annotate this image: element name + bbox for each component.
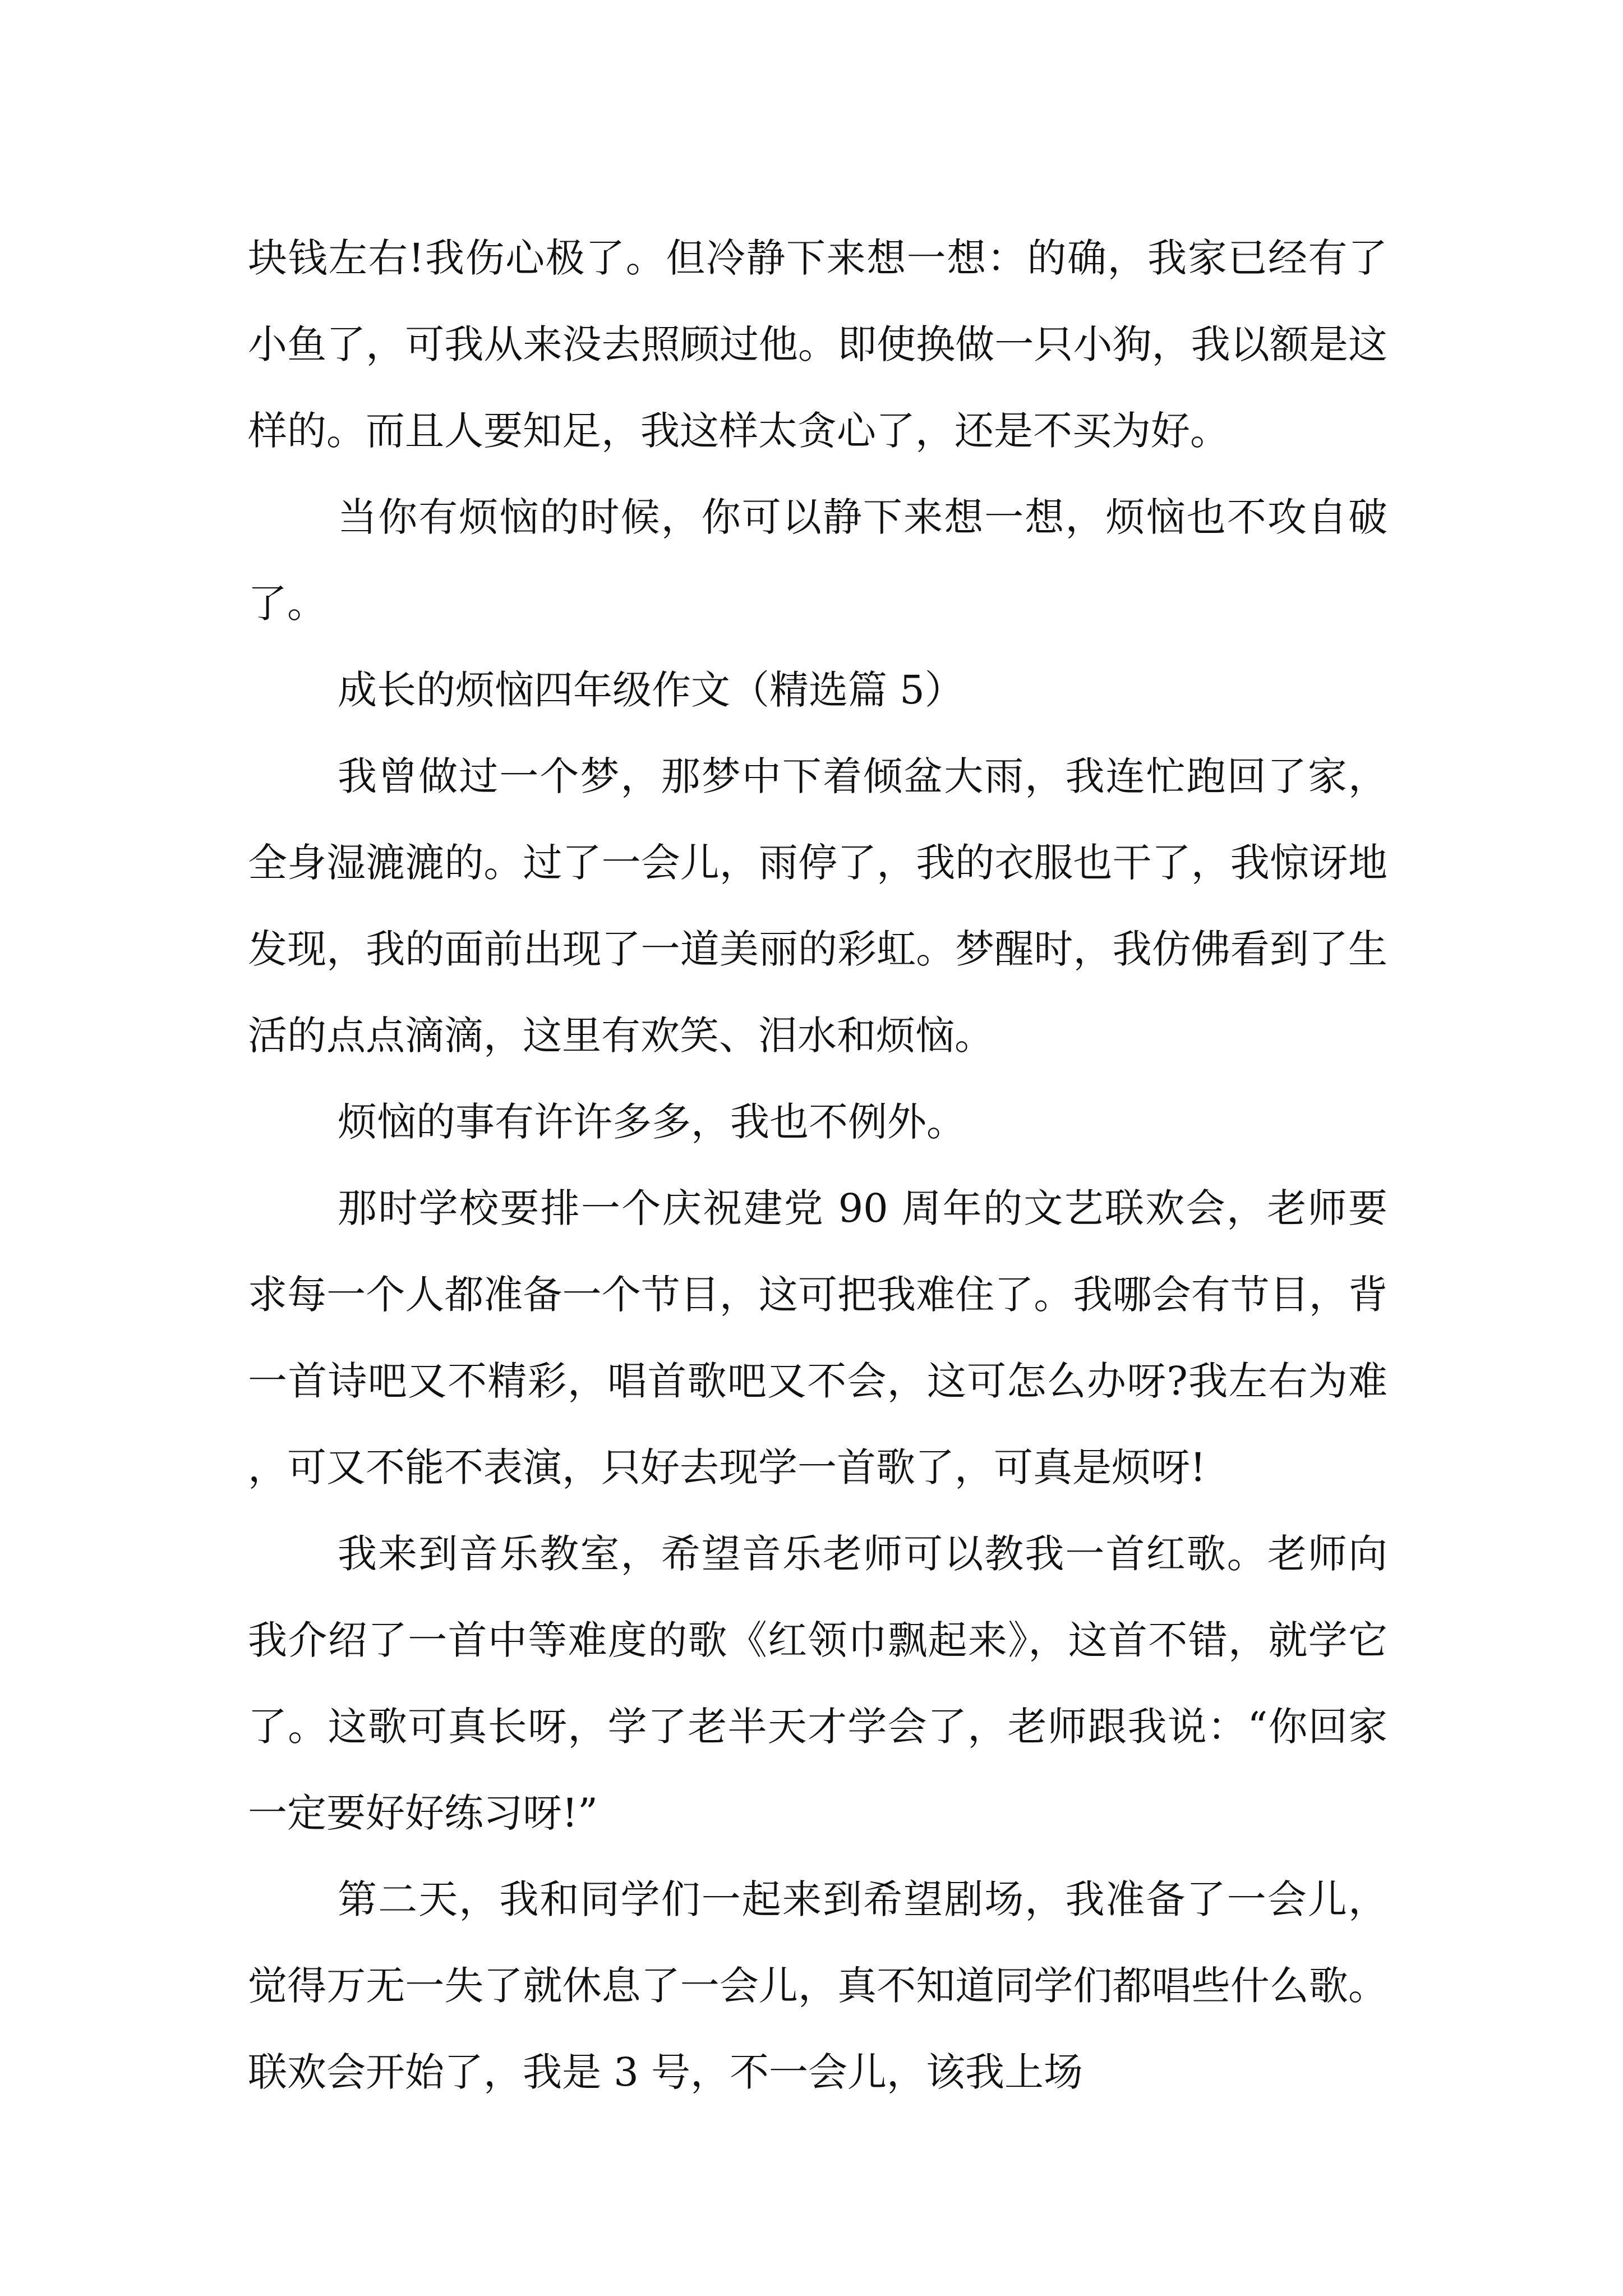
- paragraph: 我来到音乐教室，希望音乐老师可以教我一首红歌。老师向我介绍了一首中等难度的歌《红领巾飘起来》，这首不错，就学它了。这歌可真长呀，学了老半天才学会了，老师跟我说：“你回家一定要好好练习呀!”: [248, 1531, 1387, 1836]
- paragraph: 那时学校要排一个庆祝建党 90 周年的文艺联欢会，老师要求每一个人都准备一个节目，这可把我难住了。我哪会有节目，背一首诗吧又不精彩，唱首歌吧又不会，这可怎么办呀?我左右为难，可又不能不表演，只好去现学一首歌了，可真是烦呀!: [248, 1185, 1387, 1490]
- paragraph: 当你有烦恼的时候，你可以静下来想一想，烦恼也不攻自破了。: [248, 494, 1387, 627]
- paragraph: 烦恼的事有许许多多，我也不例外。: [338, 1099, 966, 1145]
- paragraph-continuation: 块钱左右!我伤心极了。但冷静下来想一想：的确，我家已经有了小鱼了，可我从来没去照顾过他。即使换做一只小狗，我以额是这样的。而且人要知足，我这样太贪心了，还是不买为好。: [248, 235, 1387, 454]
- document-body: [248, 215, 1387, 2115]
- paragraph: 我曾做过一个梦，那梦中下着倾盆大雨，我连忙跑回了家，全身湿漉漉的。过了一会儿，雨停了，我的衣服也干了，我惊讶地发现，我的面前出现了一道美丽的彩虹。梦醒时，我仿佛看到了生活的点点滴滴，这里有欢笑、泪水和烦恼。: [248, 753, 1387, 1059]
- paragraph: 第二天，我和同学们一起来到希望剧场，我准备了一会儿，觉得万无一失了就休息了一会儿，真不知道同学们都唱些什么歌。联欢会开始了，我是 3 号，不一会儿，该我上场: [248, 1876, 1387, 2095]
- essay-section-title: 成长的烦恼四年级作文（精选篇 5）: [338, 667, 964, 713]
